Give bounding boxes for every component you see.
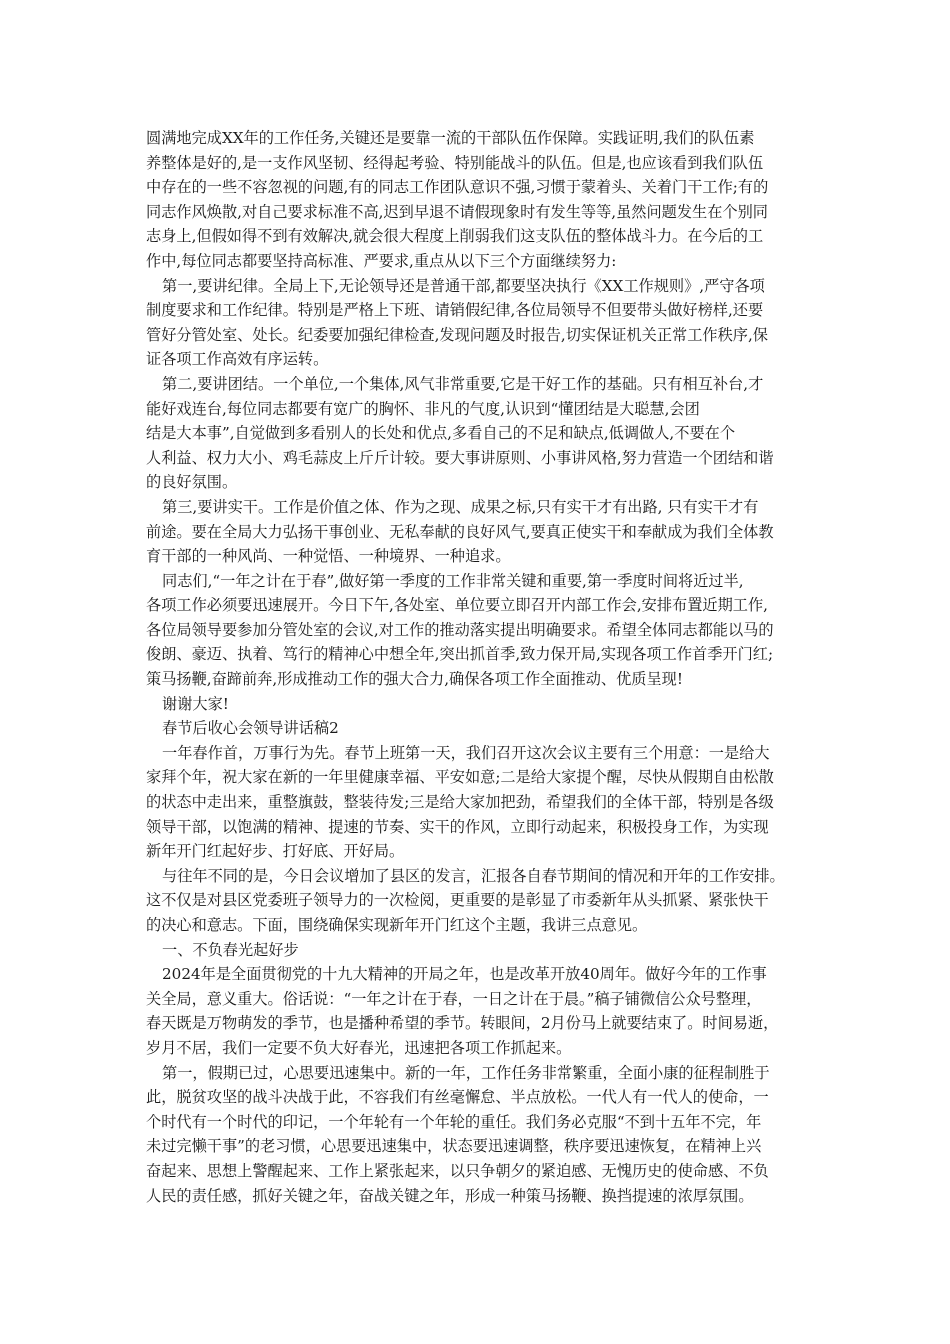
text-line: 第一，假期已过，心思要迅速集中。新的一年，工作任务非常繁重，全面小康的征程制胜于 <box>162 1063 770 1082</box>
text-line: 第二,要讲团结。一个单位,一个集体,风气非常重要,它是干好工作的基础。只有相互补台,才 <box>162 374 764 393</box>
text-line: 同志们,“一年之计在于春”,做好第一季度的工作非常关键和重要,第一季度时间将近过半, <box>162 571 744 590</box>
text-line: 个时代有一个时代的印记，一个年轮有一个年轮的重任。我们务必克服“不到十五年不完，年 <box>146 1112 762 1131</box>
text-line: 岁月不居，我们一定要不负大好春光，迅速把各项工作抓起来。 <box>146 1038 572 1057</box>
paragraph-new-year <box>146 741 808 864</box>
text-line: 领导干部，以饱满的精神、提速的节奏、实干的作风，立即行动起来，积极投身工作，为实现 <box>146 817 769 836</box>
text-line: 一、不负春光起好步 <box>162 940 299 959</box>
text-line: 策马扬鞭,奋蹄前奔,形成推动工作的强大合力,确保各项工作全面推动、优质呈现! <box>146 670 683 689</box>
text-line: 养整体是好的,是一支作风坚韧、经得起考验、特别能战斗的队伍。但是,也应该看到我们队伍 <box>146 153 764 172</box>
text-line: 人民的责任感，抓好关键之年，奋战关键之年，形成一种策马扬鞭、换挡提速的浓厚氛围。 <box>146 1186 754 1205</box>
text-line: 奋起来、思想上警醒起来、工作上紧张起来，以只争朝夕的紧迫感、无愧历史的使命感、不负 <box>146 1161 769 1180</box>
text-line: 的状态中走出来，重整旗鼓，整装待发;三是给大家加把劲，希望我们的全体干部，特别是各级 <box>146 793 774 812</box>
text-line: 育干部的一种风尚、一种觉悟、一种境界、一种追求。 <box>146 547 511 566</box>
text-line: 此，脱贫攻坚的战斗决战于此，不容我们有丝毫懈怠、半点放松。一代人有一代人的使命，一 <box>146 1088 769 1107</box>
text-line: 证各项工作高效有序运转。 <box>146 350 329 369</box>
text-line: 作中,每位同志都要坚持高标准、严要求,重点从以下三个方面继续努力: <box>146 251 617 270</box>
paragraph-first-point <box>146 1061 808 1209</box>
text-line: 俊朗、豪迈、执着、笃行的精神心中想全年,突出抓首季,致力保开局,实现各项工作首季开门红; <box>146 645 774 664</box>
text-line: 的决心和意志。下面，围绕确保实现新年开门红这个主题，我讲三点意见。 <box>146 916 648 934</box>
text-line: 春节后收心会领导讲话稿2 <box>162 719 339 738</box>
paragraph-unity <box>146 372 808 495</box>
text-line: 前途。要在全局大力弘扬干事创业、无私奉献的良好风气,要真正使实干和奉献成为我们全体教 <box>146 522 774 541</box>
text-line: 制度要求和工作纪律。特别是严格上下班、请销假纪律,各位局领导不但要带头做好榜样,还要 <box>146 301 764 320</box>
text-line: 第三,要讲实干。工作是价值之体、作为之现、成果之标,只有实干才有出路, 只有实干才有 <box>162 497 759 516</box>
paragraph-discipline <box>146 274 808 372</box>
text-line: 关全局，意义重大。俗话说：“一年之计在于春，一日之计在于晨。”稿子铺微信公众号整理， <box>146 989 762 1008</box>
paragraph-thanks <box>146 692 808 717</box>
text-line: 各项工作必须要迅速展开。今日下午,各处室、单位要立即召开内部工作会,安排布置近期工作, <box>146 596 768 615</box>
text-line: 未过完懒干事”的老习惯，心思要迅速集中，状态要迅速调整，秩序要迅速恢复，在精神上兴 <box>146 1137 762 1156</box>
paragraph-2024 <box>146 962 808 1060</box>
text-line: 能好戏连台,每位同志都要有宽广的胸怀、非凡的气度,认识到“懂团结是大聪慧,会团 <box>146 399 700 418</box>
text-line: 这不仅是对县区党委班子领导力的一次检阅，更重要的是彰显了市委新年从头抓紧、紧张快干 <box>146 891 769 910</box>
text-line: 人利益、权力大小、鸡毛蒜皮上斤斤计较。要大事讲原则、小事讲风格,努力营造一个团结和谐 <box>146 448 774 467</box>
text-line: 新年开门红起好步、打好底、开好局。 <box>146 842 405 861</box>
heading-section-one <box>146 938 808 963</box>
text-line: 同志作风焕散,对自己要求标准不高,迟到早退不请假现象时有发生等等,虽然问题发生在个别同 <box>146 202 768 221</box>
paragraph-opening <box>146 126 808 274</box>
text-line: 中存在的一些不容忽视的问题,有的同志工作团队意识不强,习惯于蒙着头、关着门干工作;有的 <box>146 178 769 197</box>
text-line: 管好分管处室、处长。纪委要加强纪律检查,发现问题及时报告,切实保证机关正常工作秩序,保 <box>146 325 768 344</box>
text-line: 第一,要讲纪律。全局上下,无论领导还是普通干部,都要坚决执行《XX工作规则》,严守各项 <box>162 276 765 295</box>
text-line: 各位局领导要参加分管处室的会议,对工作的推动落实提出明确要求。希望全体同志都能以马的 <box>146 620 774 639</box>
text-line: 家拜个年，祝大家在新的一年里健康幸福、平安如意;二是给大家提个醒，尽快从假期自由松散 <box>146 768 774 787</box>
text-line: 圆满地完成XX年的工作任务,关键还是要靠一流的干部队伍作保障。实践证明,我们的队伍素 <box>146 129 755 147</box>
text-line: 志身上,但假如得不到有效解决,就会很大程度上削弱我们这支队伍的整体战斗力。在今后的工 <box>146 227 764 246</box>
text-line: 谢谢大家! <box>162 694 229 713</box>
text-line: 结是大本事”,自觉做到多看别人的长处和优点,多看自己的不足和缺点,低调做人,不要在个 <box>146 424 736 443</box>
text-line: 与往年不同的是，今日会议增加了县区的发言，汇报各自春节期间的情况和开年的工作安排。 <box>162 866 785 885</box>
section-title-speech-2 <box>146 716 808 741</box>
paragraph-difference <box>146 864 808 938</box>
paragraph-hard-work <box>146 495 808 569</box>
text-line: 一年春作首，万事行为先。春节上班第一天，我们召开这次会议主要有三个用意：一是给大 <box>162 743 770 762</box>
paragraph-comrades <box>146 569 808 692</box>
text-line: 的良好氛围。 <box>146 473 238 492</box>
text-line: 2024年是全面贯彻党的十九大精神的开局之年，也是改革开放40周年。做好今年的工作事 <box>162 965 767 984</box>
text-line: 春天既是万物萌发的季节，也是播种希望的季节。转眼间，2月份马上就要结束了。时间易逝， <box>146 1014 779 1033</box>
